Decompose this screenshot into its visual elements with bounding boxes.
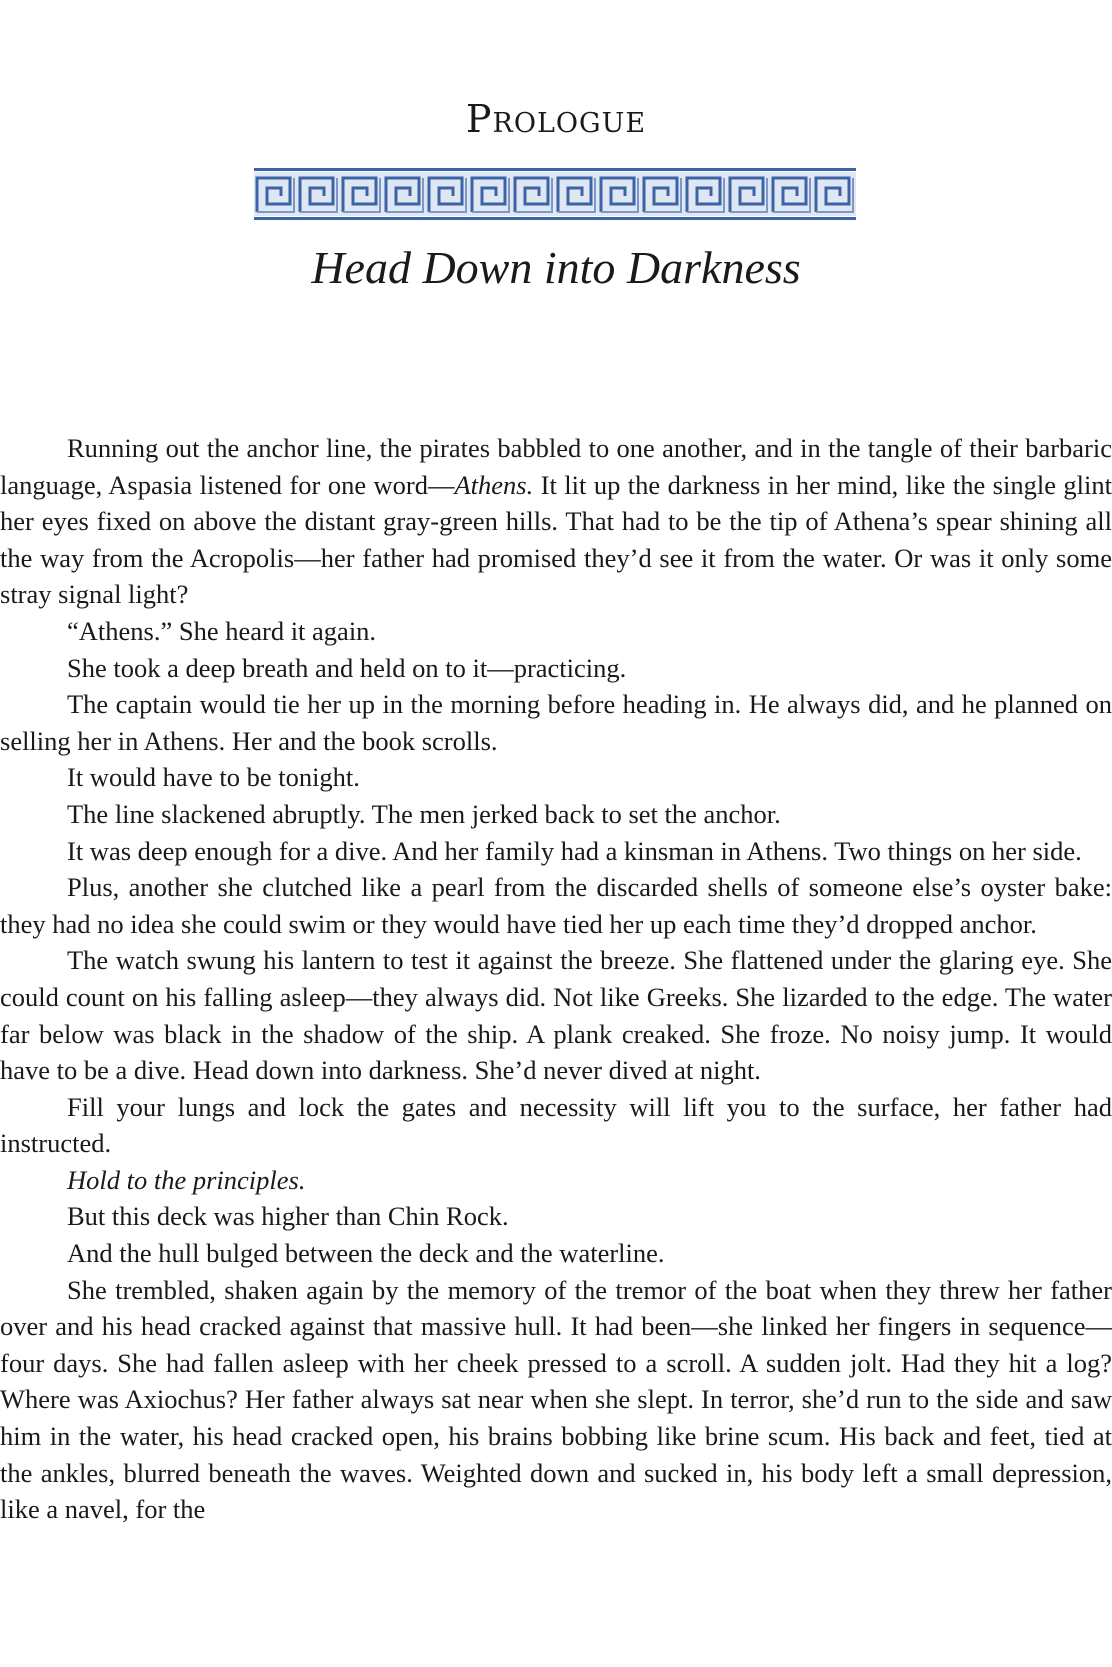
- ornament-bottom-rule: [254, 217, 856, 220]
- body-text: [0, 430, 1112, 1528]
- greek-key-border: [254, 168, 856, 220]
- paragraph: Running out the anchor line, the pirates babbled to one another, and in the tangle of their barbaric language, Aspasia listened for one word—Athens. It lit up the darkness in her mind, like the single glint her eyes fixed on above the distant gray-green hills. That had to be the tip of Athena’s spear shining all the way from the Acropolis—her father had promised they’d see it from the water. Or was it only some stray signal light?: [0, 433, 1112, 610]
- ornament-band: [254, 172, 856, 216]
- paragraph: The captain would tie her up in the morning before heading in. He always did, and he planned on selling her in Athens. Her and the book scrolls.: [0, 689, 1112, 756]
- paragraph: Hold to the principles.: [67, 1164, 306, 1195]
- paragraph: But this deck was higher than Chin Rock.: [67, 1201, 509, 1232]
- paragraph: The line slackened abruptly. The men jerked back to set the anchor.: [67, 798, 781, 829]
- paragraph: Plus, another she clutched like a pearl from the discarded shells of someone else’s oyster bake: they had no idea she could swim or they would have tied her up each time they’d dropped anchor.: [0, 872, 1112, 939]
- paragraph: “Athens.” She heard it again.: [67, 615, 377, 646]
- paragraph: It would have to be tonight.: [67, 762, 360, 793]
- paragraph: She took a deep breath and held on to it—practicing.: [67, 652, 627, 683]
- paragraph: Fill your lungs and lock the gates and necessity will lift you to the surface, her father had instructed.: [0, 1091, 1112, 1159]
- chapter-label: [0, 96, 1112, 142]
- paragraph: She trembled, shaken again by the memory of the tremor of the boat when they threw her father over and his head cracked against that massive hull. It had been—she linked her fingers in sequence—four days. She had fallen asleep with her cheek pressed to a scroll. A sudden jolt. Had they hit a log? Where was Axiochus? Her father always sat near when she slept. In terror, she’d run to the side and saw him in the water, his head cracked open, his brains bobbing like brine scum. His back and feet, tied at the ankles, blurred beneath the waves. Weighted down and sucked in, his body left a small depression, like a navel, for the: [0, 1274, 1112, 1525]
- ornament-top-rule: [254, 168, 856, 171]
- paragraph: And the hull bulged between the deck and the waterline.: [67, 1238, 665, 1269]
- chapter-label-text: Prologue: [465, 97, 647, 141]
- paragraph: It was deep enough for a dive. And her family had a kinsman in Athens. Two things on her side.: [67, 835, 1082, 866]
- chapter-title: Head Down into Darkness: [311, 242, 801, 293]
- paragraph: The watch swung his lantern to test it against the breeze. She flattened under the glaring eye. She could count on his falling asleep—they always did. Not like Greeks. She lizarded to the edge. The water far below was black in the shadow of the ship. A plank creaked. She froze. No noisy jump. It would have to be a dive. Head down into darkness. She’d never dived at night.: [0, 945, 1112, 1086]
